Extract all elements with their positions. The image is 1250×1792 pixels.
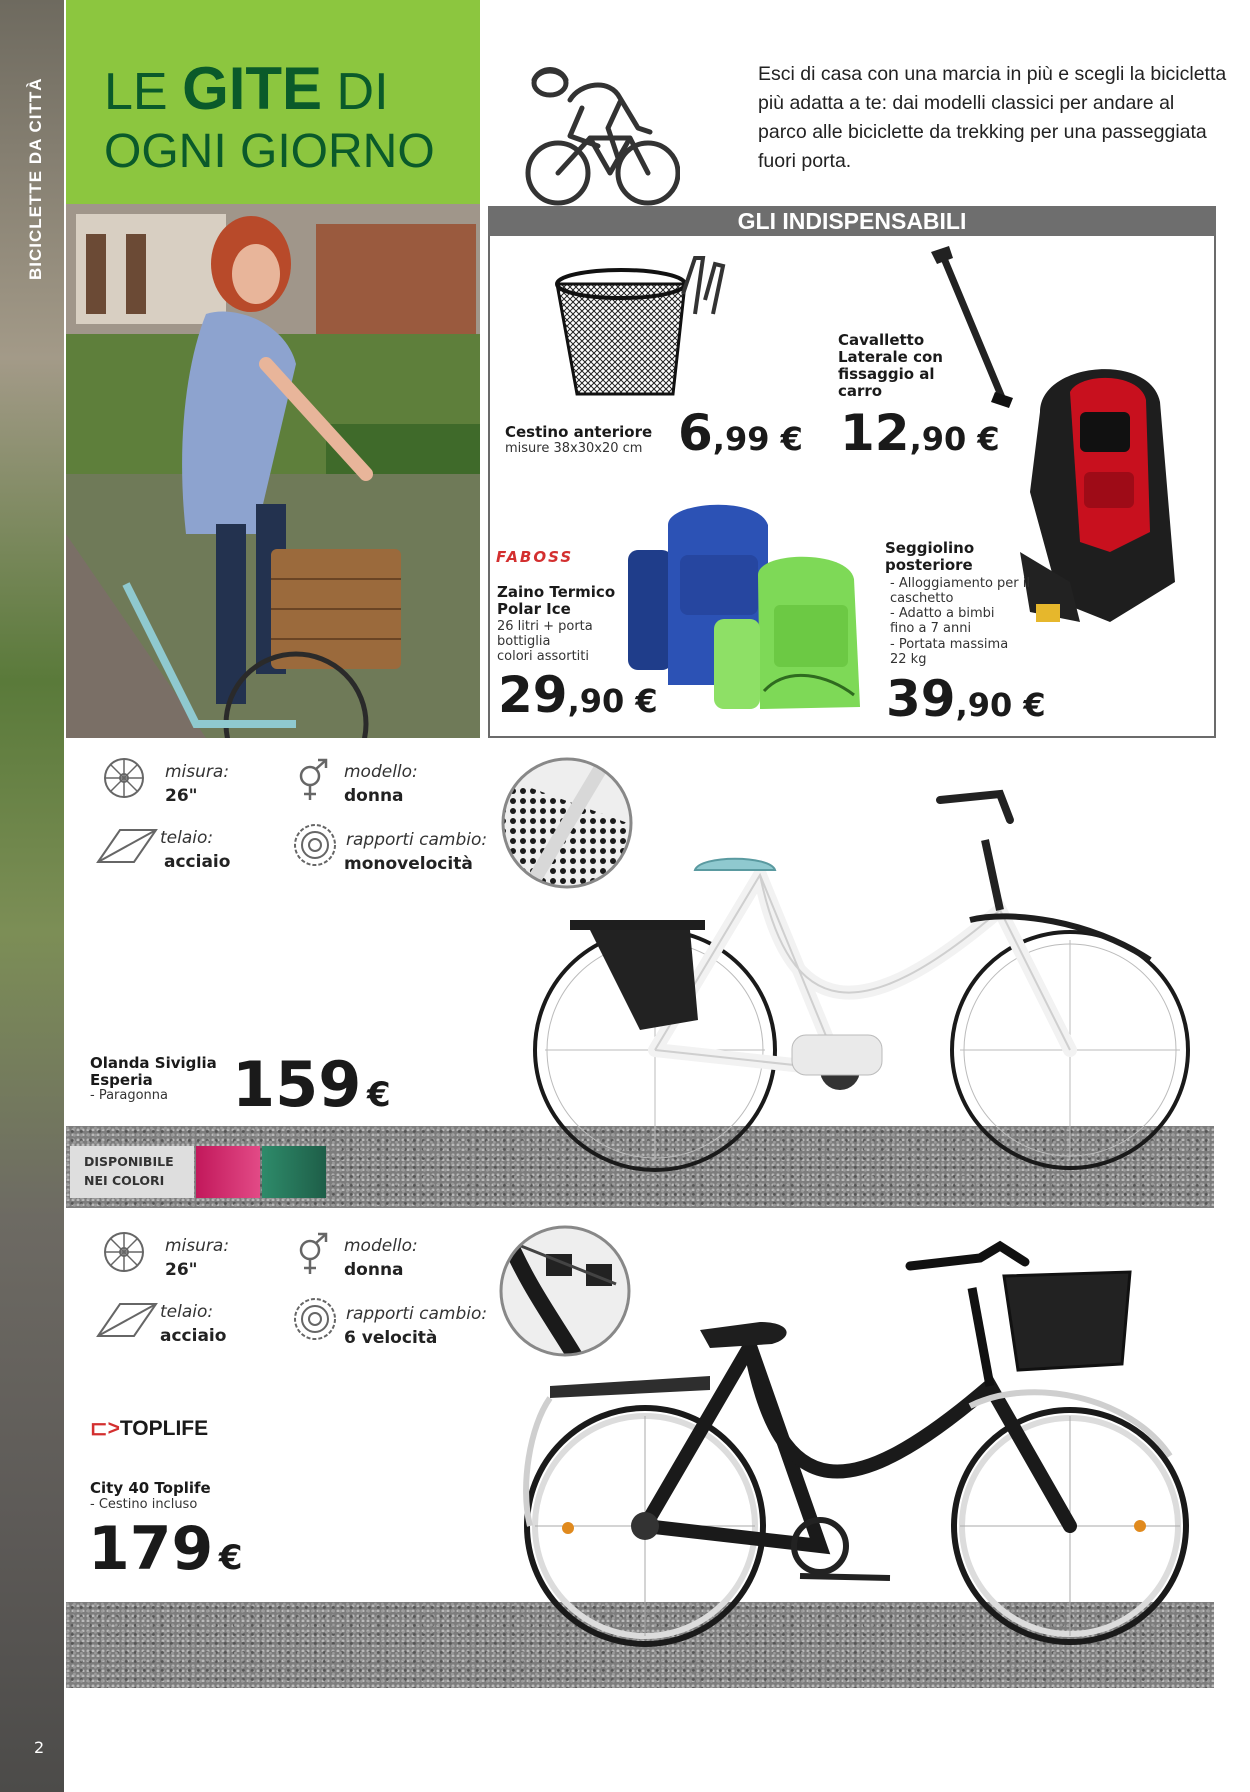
bike1-gears-label: rapporti cambio: — [346, 830, 488, 850]
backpack-price: 29,90 € — [498, 666, 658, 724]
seat-desc-1: - Alloggiamento per il caschetto — [890, 576, 1031, 606]
accessories-header: GLI INDISPENSABILI — [488, 206, 1216, 236]
bike2-name: City 40 Toplife — [90, 1479, 211, 1497]
gears-icon — [292, 1296, 338, 1342]
faboss-logo: FABOSS — [496, 548, 574, 566]
backpack-desc-2: colori assortiti — [497, 649, 589, 664]
bike1-name: Olanda Siviglia Esperia — [90, 1054, 217, 1089]
seat-name: Seggiolino posteriore — [885, 539, 975, 574]
wheel-size-icon — [102, 1230, 146, 1274]
frame-icon — [94, 1300, 158, 1340]
toplife-logo-icon: ⊏> — [90, 1417, 120, 1440]
gears-icon — [292, 822, 338, 868]
bike1-frame-value: acciaio — [164, 852, 231, 872]
bike1-size-value: 26" — [165, 786, 198, 806]
kickstand-name: Cavalletto Laterale con fissaggio al carro — [838, 331, 943, 400]
seat-desc-3: - Portata massima 22 kg — [890, 637, 1009, 667]
frame-icon — [94, 826, 158, 866]
bike1-size-label: misura: — [165, 762, 230, 782]
gender-icon — [296, 1232, 332, 1276]
basket-name: Cestino anteriore — [505, 423, 653, 441]
color-swatch-green[interactable] — [262, 1146, 326, 1198]
bike2-model-label: modello: — [344, 1236, 418, 1256]
bike1-model-value: donna — [344, 786, 404, 806]
kickstand-price: 12,90 € — [840, 404, 1000, 462]
bike2-size-value: 26" — [165, 1260, 198, 1280]
bike1-gears-value: monovelocità — [344, 854, 473, 874]
bike2-model-value: donna — [344, 1260, 404, 1280]
intro-text: Esci di casa con una marcia in più e scegli la bicicletta più adatta a te: dai modelli classici per andare al parco alle biciclette da trekking per una passeggiata fuori porta. — [758, 63, 1227, 172]
backpack-name: Zaino Termico Polar Ice — [497, 583, 616, 618]
bike2-frame-label: telaio: — [160, 1302, 214, 1322]
backpack-desc-1: 26 litri + porta bottiglia — [497, 619, 593, 649]
bike1-price: 159 € — [232, 1048, 391, 1121]
bike1-image — [530, 780, 1200, 1180]
bike2-gears-label: rapporti cambio: — [346, 1304, 488, 1324]
bike2-price: 179 € — [88, 1514, 243, 1584]
seat-price: 39,90 € — [886, 670, 1046, 728]
bike2-note: - Cestino incluso — [90, 1497, 198, 1512]
basket-price: 6,99 € — [678, 404, 803, 462]
gender-icon — [296, 758, 332, 802]
seat-desc-2: - Adatto a bimbi fino a 7 anni — [890, 606, 995, 636]
page-title-line2: OGNI GIORNO — [104, 125, 435, 178]
basket-image — [555, 254, 730, 404]
child-seat-image — [1000, 352, 1200, 642]
page-title: LE GITE DI — [104, 55, 389, 122]
page-number: 2 — [34, 1738, 45, 1757]
cyclist-icon — [520, 58, 680, 208]
hero-photo-woman-cycling — [66, 204, 480, 738]
bike2-frame-value: acciaio — [160, 1326, 227, 1346]
bike1-brand: - Paragonna — [90, 1088, 169, 1103]
wheel-size-icon — [102, 756, 146, 800]
toplife-logo: ⊏>TOPLIFE — [90, 1417, 209, 1440]
bike2-image — [510, 1226, 1200, 1656]
bike1-model-label: modello: — [344, 762, 418, 782]
bike1-frame-label: telaio: — [160, 828, 214, 848]
colors-label: DISPONIBILE NEI COLORI — [84, 1154, 174, 1188]
color-swatch-pink[interactable] — [196, 1146, 260, 1198]
basket-desc: misure 38x30x20 cm — [505, 441, 643, 456]
bike2-gears-value: 6 velocità — [344, 1328, 438, 1348]
bike2-size-label: misura: — [165, 1236, 230, 1256]
section-label: BICICLETTE DA CITTÀ — [26, 77, 45, 280]
